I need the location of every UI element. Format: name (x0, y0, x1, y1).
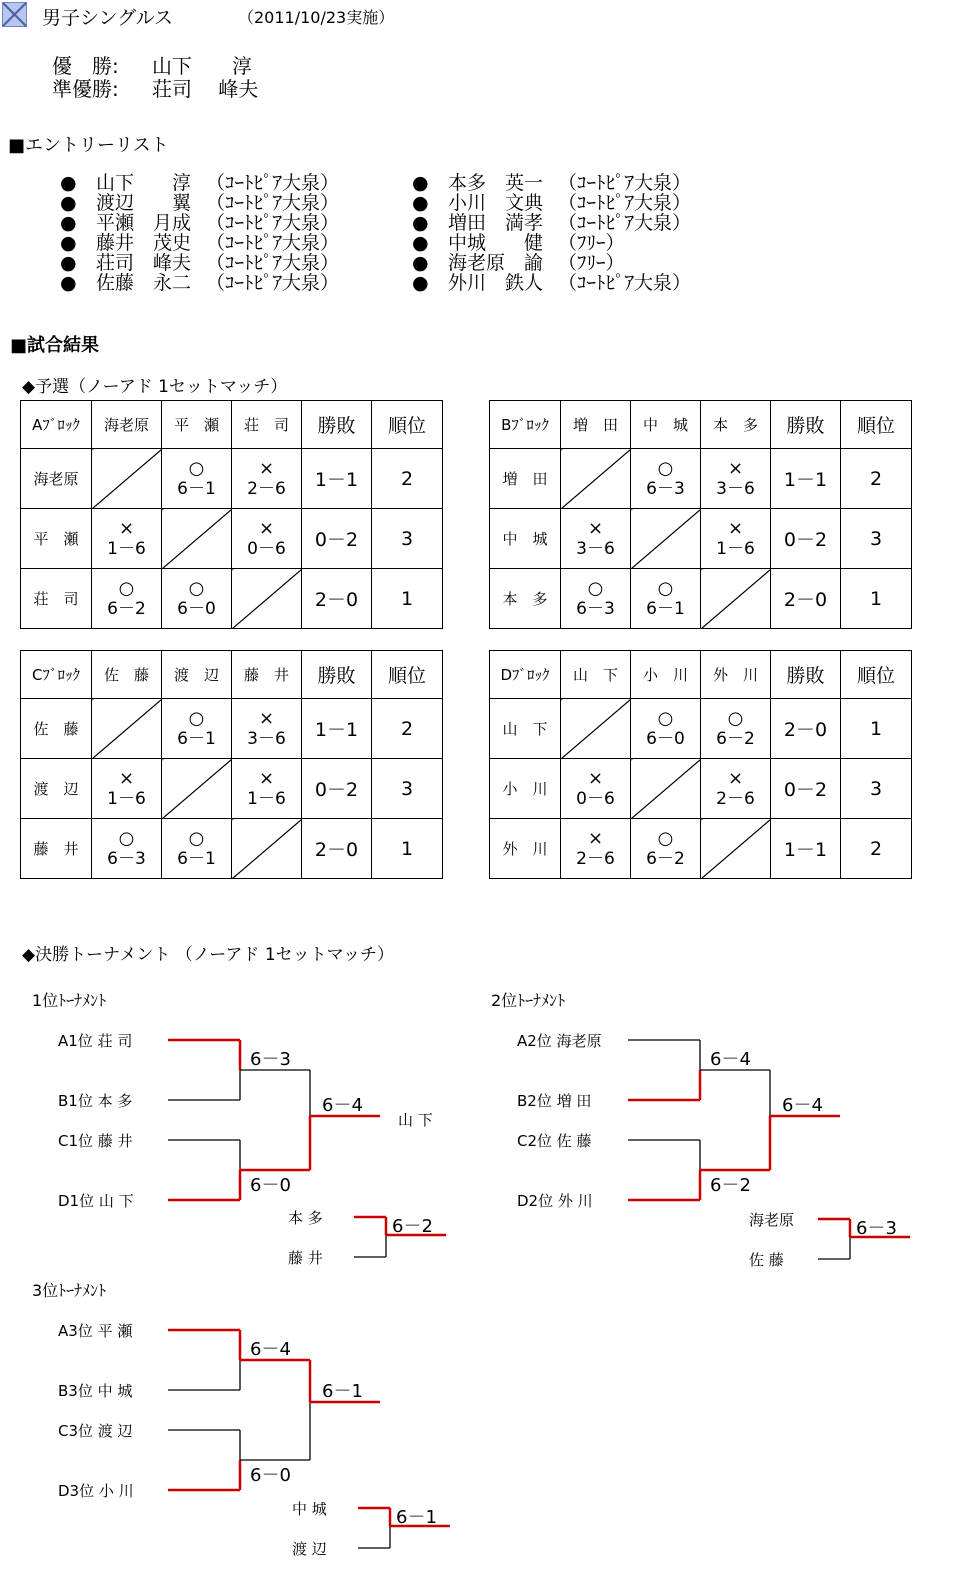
rank-cell: 3 (372, 759, 443, 819)
result-mark: × (258, 517, 275, 539)
rank-header: 順位 (372, 401, 443, 449)
bullet-icon: ● (60, 272, 77, 294)
match-score: 3－6 (247, 728, 286, 749)
third-place-score: 6－2 (392, 1216, 433, 1237)
entry-club: （ｺｰﾄﾋﾟｱ大泉） (206, 232, 340, 254)
rank-cell: 3 (841, 509, 912, 569)
entry-name: 外川 鉄人 (448, 272, 544, 294)
result-mark: × (727, 457, 744, 479)
result-mark: ○ (657, 827, 674, 849)
winner-name: 山下 淳 (152, 54, 252, 78)
row-player: 藤 井 (21, 819, 92, 879)
win-loss-cell: 2－0 (302, 819, 372, 879)
result-mark: ○ (657, 707, 674, 729)
win-loss-cell: 2－0 (302, 569, 372, 629)
match-score: 6－3 (107, 848, 146, 869)
champion-name: 山 下 (398, 1111, 433, 1129)
win-loss-cell: 0－2 (302, 509, 372, 569)
match-score: 1－6 (107, 538, 146, 559)
match-score: 1－6 (247, 788, 286, 809)
rank-cell: 2 (372, 449, 443, 509)
match-score: 6－3 (646, 478, 685, 499)
semifinal-score: 6－2 (710, 1175, 751, 1196)
win-loss-cell: 1－1 (771, 449, 841, 509)
semifinal-score: 6－3 (250, 1049, 291, 1070)
third-place-player: 本 多 (288, 1209, 323, 1227)
column-player: 小 川 (631, 651, 701, 699)
event-date: （2011/10/23実施） (238, 8, 395, 27)
match-score: 2－6 (247, 478, 286, 499)
final-score: 6－4 (782, 1095, 823, 1116)
match-score: 6－3 (576, 598, 615, 619)
result-mark: × (118, 767, 135, 789)
column-player: 佐 藤 (92, 651, 162, 699)
rank-header: 順位 (372, 651, 443, 699)
seed-label: D3位 小 川 (58, 1482, 134, 1500)
result-mark: ○ (188, 827, 205, 849)
third-place-player: 海老原 (749, 1211, 795, 1229)
entry-name: 増田 満孝 (448, 212, 544, 234)
final-score: 6－4 (322, 1095, 363, 1116)
semifinal-score: 6－4 (710, 1049, 751, 1070)
block-label: Dﾌﾞﾛｯｸ (490, 651, 561, 699)
match-score: 6－0 (177, 598, 216, 619)
third-place-player: 中 城 (292, 1500, 327, 1518)
entry-club: （ｺｰﾄﾋﾟｱ大泉） (206, 212, 340, 234)
third-place-score: 6－1 (396, 1507, 437, 1528)
match-score: 6－0 (646, 728, 685, 749)
row-player: 荘 司 (21, 569, 92, 629)
match-score: 3－6 (576, 538, 615, 559)
block-label: Bﾌﾞﾛｯｸ (490, 401, 561, 449)
row-player: 平 瀬 (21, 509, 92, 569)
seed-label: B1位 本 多 (58, 1092, 133, 1110)
rank-cell: 3 (841, 759, 912, 819)
row-player: 増 田 (490, 449, 561, 509)
seed-label: D2位 外 川 (517, 1192, 593, 1210)
semifinal-score: 6－0 (250, 1465, 291, 1486)
win-loss-cell: 0－2 (771, 509, 841, 569)
bullet-icon: ● (412, 272, 429, 294)
entry-name: 山下 淳 (96, 172, 192, 194)
result-mark: ○ (188, 577, 205, 599)
entry-name: 渡辺 翼 (96, 192, 192, 214)
entry-name: 佐藤 永二 (96, 272, 192, 294)
seed-label: D1位 山 下 (58, 1192, 134, 1210)
match-score: 2－6 (576, 848, 615, 869)
entry-club: （ｺｰﾄﾋﾟｱ大泉） (558, 212, 692, 234)
win-loss-cell: 1－1 (302, 449, 372, 509)
win-loss-cell: 0－2 (302, 759, 372, 819)
match-score: 0－6 (247, 538, 286, 559)
result-mark: × (258, 767, 275, 789)
third-place-score: 6－3 (856, 1218, 897, 1239)
win-loss-header: 勝敗 (771, 401, 841, 449)
row-player: 中 城 (490, 509, 561, 569)
match-score: 6－1 (177, 478, 216, 499)
match-score: 1－6 (716, 538, 755, 559)
final-score: 6－1 (322, 1381, 363, 1402)
entry-heading: ■エントリーリスト (8, 135, 169, 156)
column-player: 海老原 (92, 401, 162, 449)
match-score: 1－6 (107, 788, 146, 809)
match-score: 6－1 (177, 848, 216, 869)
final-heading: ◆決勝トーナメント （ノーアド 1セットマッチ） (22, 945, 394, 965)
rank-header: 順位 (841, 401, 912, 449)
match-score: 0－6 (576, 788, 615, 809)
result-mark: ○ (727, 707, 744, 729)
result-mark: × (727, 767, 744, 789)
winner-label: 優 勝: (52, 54, 119, 78)
rank-header: 順位 (841, 651, 912, 699)
seed-label: C1位 藤 井 (58, 1132, 133, 1150)
win-loss-cell: 2－0 (771, 569, 841, 629)
entry-name: 本多 英一 (448, 172, 544, 194)
result-mark: × (587, 767, 604, 789)
row-player: 本 多 (490, 569, 561, 629)
rank-cell: 1 (841, 699, 912, 759)
match-score: 6－2 (646, 848, 685, 869)
entry-name: 藤井 茂史 (96, 232, 192, 254)
result-mark: × (727, 517, 744, 539)
column-player: 荘 司 (232, 401, 302, 449)
entry-name: 小川 文典 (448, 192, 544, 214)
result-mark: ○ (188, 457, 205, 479)
bullet-icon: ● (60, 172, 77, 194)
seed-label: C2位 佐 藤 (517, 1132, 592, 1150)
seed-label: B3位 中 城 (58, 1382, 133, 1400)
match-score: 6－2 (107, 598, 146, 619)
row-player: 海老原 (21, 449, 92, 509)
column-player: 山 下 (561, 651, 631, 699)
row-player: 渡 辺 (21, 759, 92, 819)
result-mark: ○ (118, 827, 135, 849)
third-place-player: 佐 藤 (749, 1251, 784, 1269)
win-loss-cell: 1－1 (771, 819, 841, 879)
column-player: 中 城 (631, 401, 701, 449)
entry-name: 荘司 峰夫 (96, 252, 192, 274)
row-player: 小 川 (490, 759, 561, 819)
third-place-player: 渡 辺 (292, 1540, 327, 1558)
rank-cell: 1 (372, 569, 443, 629)
entry-club: （ｺｰﾄﾋﾟｱ大泉） (206, 252, 340, 274)
bullet-icon: ● (412, 192, 429, 214)
result-mark: × (587, 827, 604, 849)
tournament-title: 2位ﾄｰﾅﾒﾝﾄ (491, 991, 566, 1010)
match-score: 6－1 (177, 728, 216, 749)
match-score: 6－2 (716, 728, 755, 749)
runnerup-label: 準優勝: (52, 77, 119, 101)
entry-club: （ｺｰﾄﾋﾟｱ大泉） (558, 272, 692, 294)
seed-label: C3位 渡 辺 (58, 1422, 133, 1440)
third-place-player: 藤 井 (288, 1249, 323, 1267)
result-mark: × (587, 517, 604, 539)
bullet-icon: ● (412, 172, 429, 194)
bullet-icon: ● (60, 232, 77, 254)
result-mark: ○ (657, 457, 674, 479)
row-player: 山 下 (490, 699, 561, 759)
result-mark: × (258, 707, 275, 729)
rank-cell: 2 (841, 819, 912, 879)
row-player: 外 川 (490, 819, 561, 879)
runnerup-name: 荘司 峰夫 (152, 77, 259, 101)
tournament-title: 3位ﾄｰﾅﾒﾝﾄ (32, 1281, 107, 1300)
column-player: 増 田 (561, 401, 631, 449)
result-mark: ○ (587, 577, 604, 599)
match-score: 6－1 (646, 598, 685, 619)
bullet-icon: ● (60, 192, 77, 214)
rank-cell: 3 (372, 509, 443, 569)
prelim-heading: ◆予選（ノーアド 1セットマッチ） (22, 377, 288, 397)
bullet-icon: ● (60, 252, 77, 274)
entry-name: 海老原 諭 (448, 252, 544, 274)
rank-cell: 1 (841, 569, 912, 629)
column-player: 平 瀬 (162, 401, 232, 449)
entry-club: （ｺｰﾄﾋﾟｱ大泉） (558, 172, 692, 194)
rank-cell: 1 (372, 819, 443, 879)
seed-label: A1位 荘 司 (58, 1032, 133, 1050)
seed-label: A2位 海老原 (517, 1032, 602, 1050)
rank-cell: 2 (841, 449, 912, 509)
entry-club: （ｺｰﾄﾋﾟｱ大泉） (206, 172, 340, 194)
semifinal-score: 6－4 (250, 1339, 291, 1360)
result-mark: × (258, 457, 275, 479)
win-loss-cell: 2－0 (771, 699, 841, 759)
result-mark: ○ (118, 577, 135, 599)
tournament-title: 1位ﾄｰﾅﾒﾝﾄ (32, 991, 107, 1010)
bullet-icon: ● (412, 212, 429, 234)
seed-label: A3位 平 瀬 (58, 1322, 133, 1340)
win-loss-cell: 0－2 (771, 759, 841, 819)
win-loss-header: 勝敗 (302, 401, 372, 449)
win-loss-cell: 1－1 (302, 699, 372, 759)
win-loss-header: 勝敗 (302, 651, 372, 699)
entry-club: （ｺｰﾄﾋﾟｱ大泉） (206, 192, 340, 214)
result-mark: ○ (188, 707, 205, 729)
bullet-icon: ● (412, 232, 429, 254)
match-score: 3－6 (716, 478, 755, 499)
result-mark: × (118, 517, 135, 539)
entry-name: 中城 健 (448, 232, 544, 254)
entry-club: （ｺｰﾄﾋﾟｱ大泉） (558, 192, 692, 214)
win-loss-header: 勝敗 (771, 651, 841, 699)
entry-club: （ﾌﾘｰ） (558, 252, 625, 274)
entry-club: （ﾌﾘｰ） (558, 232, 625, 254)
column-player: 渡 辺 (162, 651, 232, 699)
bullet-icon: ● (60, 212, 77, 234)
seed-label: B2位 増 田 (517, 1092, 592, 1110)
semifinal-score: 6－0 (250, 1175, 291, 1196)
column-player: 外 川 (701, 651, 771, 699)
bullet-icon: ● (412, 252, 429, 274)
rank-cell: 2 (372, 699, 443, 759)
entry-club: （ｺｰﾄﾋﾟｱ大泉） (206, 272, 340, 294)
block-label: Cﾌﾞﾛｯｸ (21, 651, 92, 699)
column-player: 藤 井 (232, 651, 302, 699)
result-mark: ○ (657, 577, 674, 599)
match-heading: ■試合結果 (10, 335, 100, 356)
column-player: 本 多 (701, 401, 771, 449)
block-label: Aﾌﾞﾛｯｸ (21, 401, 92, 449)
match-score: 2－6 (716, 788, 755, 809)
entry-name: 平瀬 月成 (96, 212, 192, 234)
page-title: 男子シングルス (42, 7, 174, 29)
row-player: 佐 藤 (21, 699, 92, 759)
